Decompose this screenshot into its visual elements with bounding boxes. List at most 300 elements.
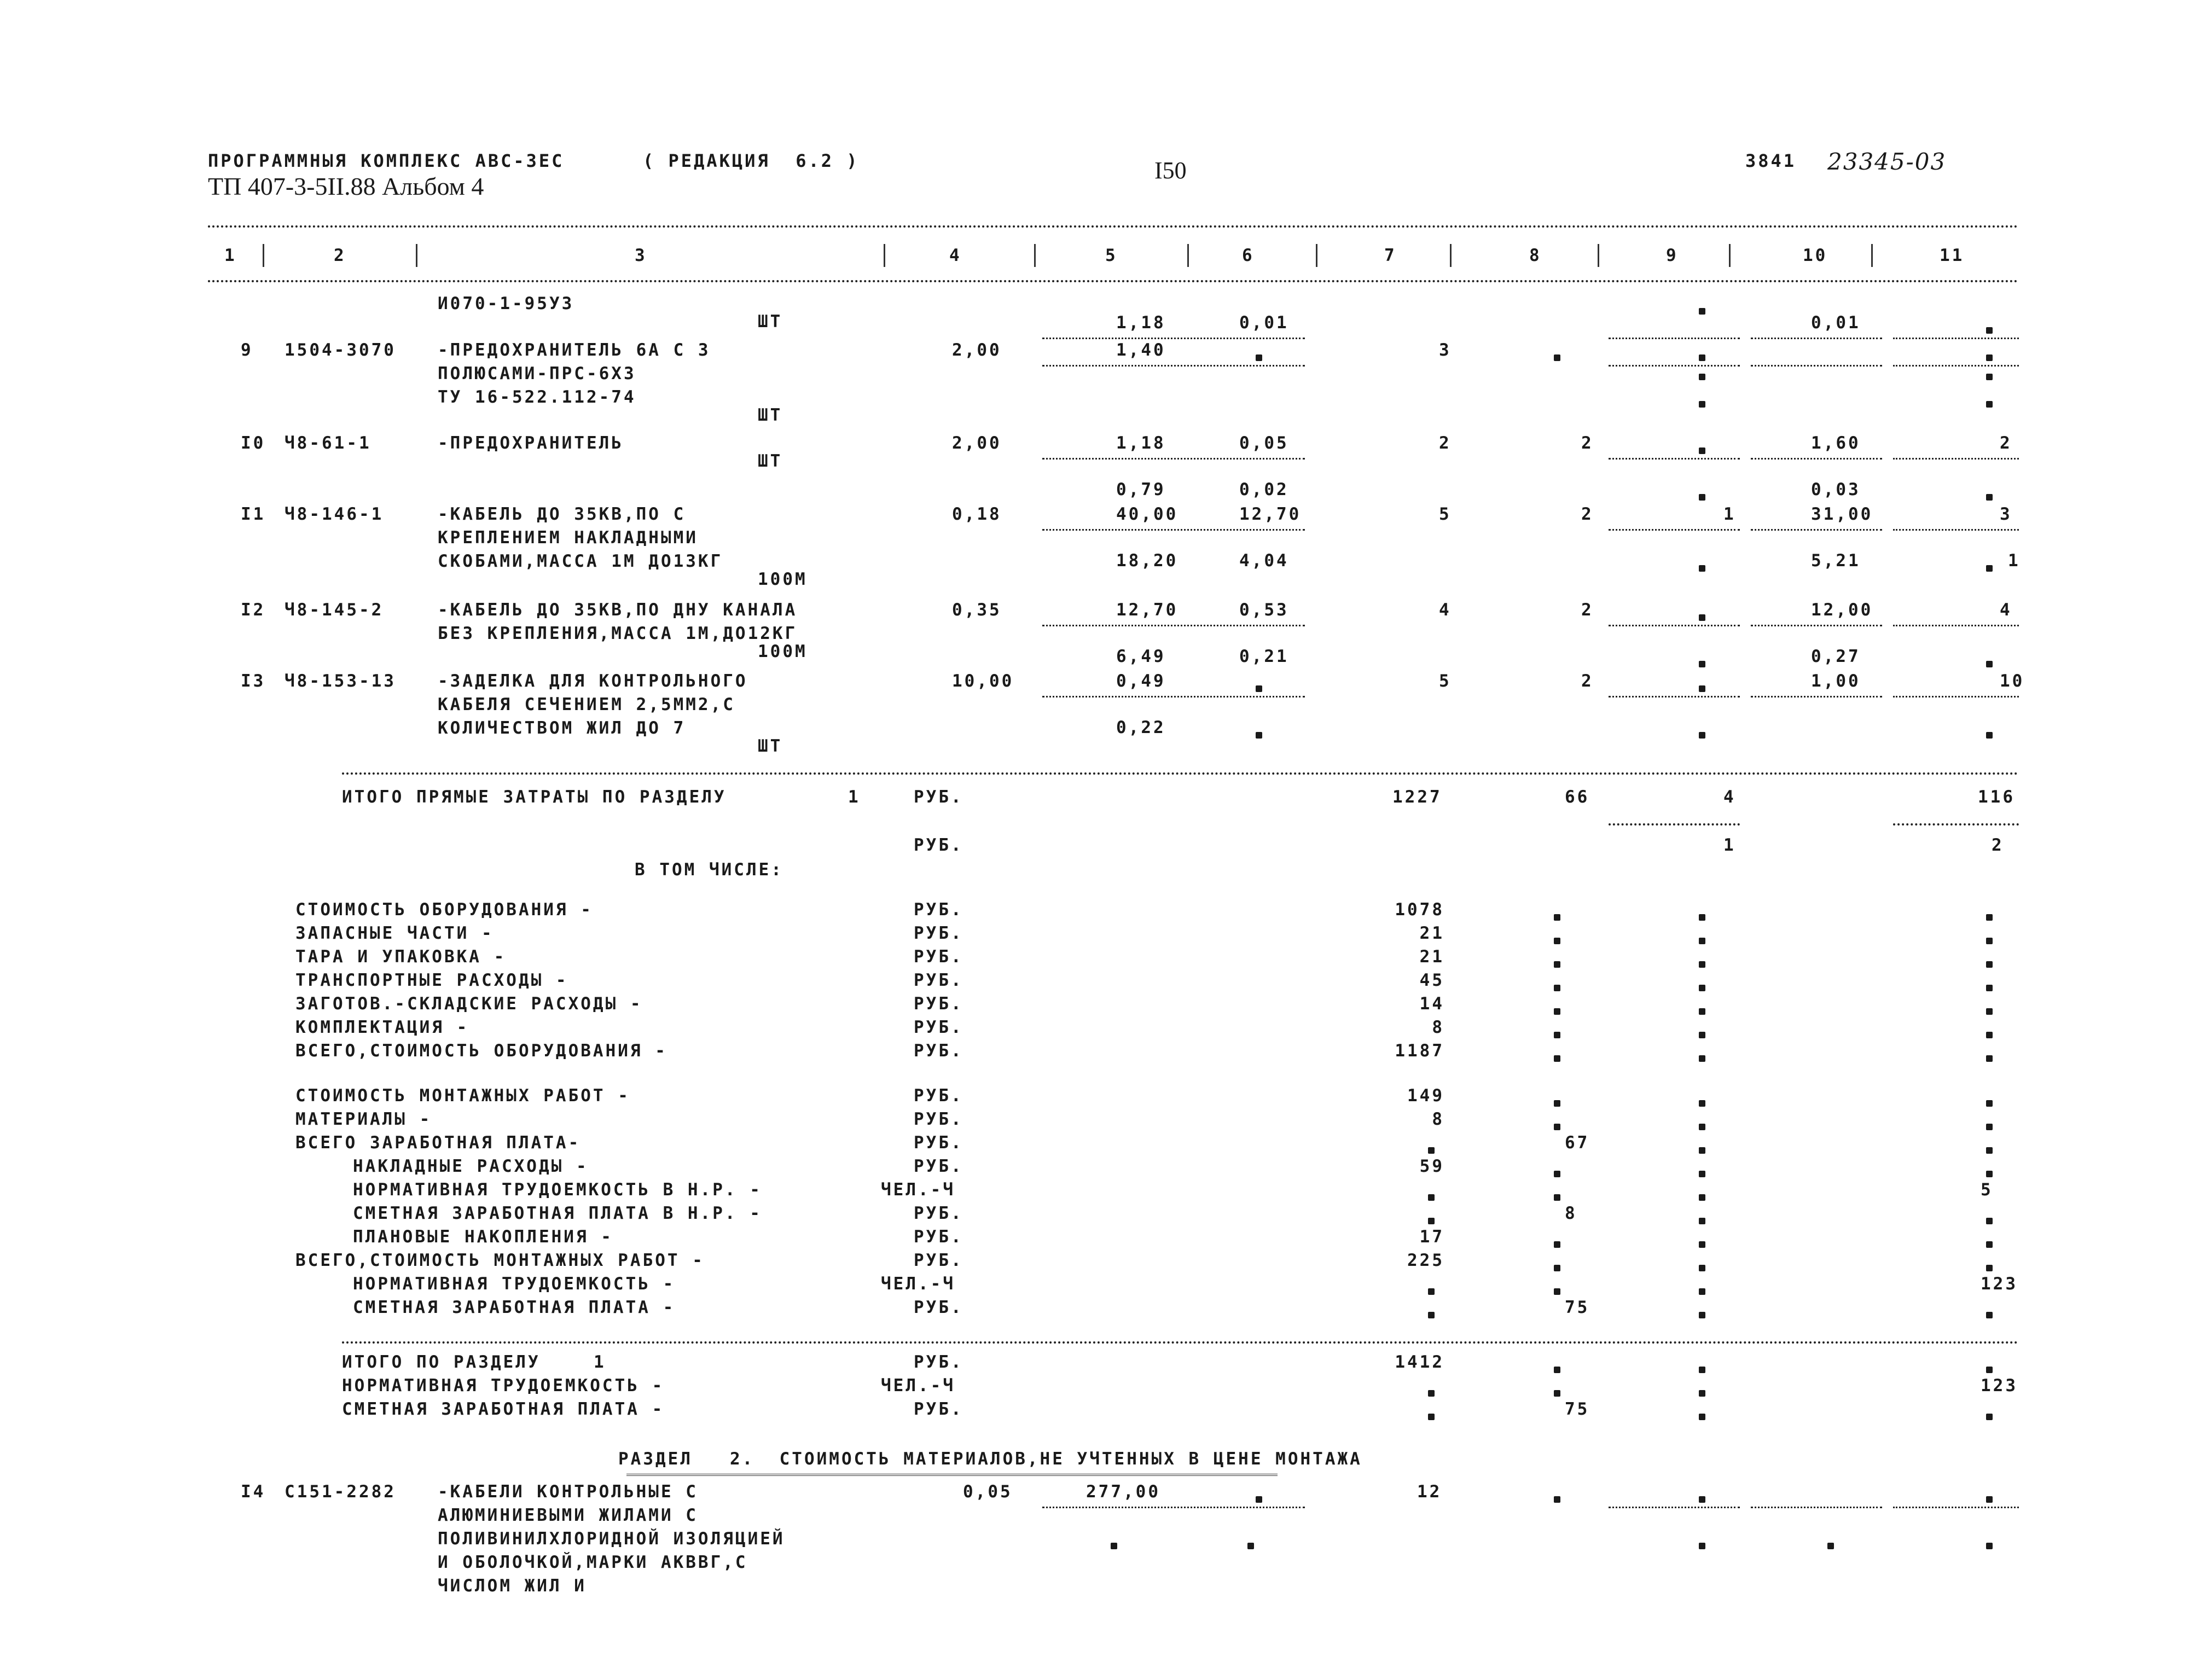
- section-total-c8-dot: [1554, 1359, 1560, 1376]
- montage-label: ПЛАНОВЫЕ НАКОПЛЕНИЯ -: [353, 1227, 613, 1247]
- row-unit: ШТ: [758, 405, 783, 425]
- montage-c11-dot: [1986, 1117, 1993, 1133]
- equipment-value: 8: [1432, 1018, 1444, 1037]
- row-c5: 12,70: [1116, 600, 1179, 620]
- row-c11-dot: [1986, 347, 1993, 364]
- row-code: 1504-3070: [285, 340, 396, 360]
- row-c10-rule: [1751, 338, 1882, 339]
- row-c5: 18,20: [1116, 551, 1179, 571]
- equipment-value: 1078: [1395, 900, 1444, 920]
- row-c11b-dot: [1986, 725, 1993, 742]
- row-c9-rule: [1609, 365, 1740, 367]
- montage-c11: 123: [1981, 1274, 2018, 1294]
- section-total-c8: 75: [1565, 1399, 1590, 1419]
- section-total-c9-dot: [1699, 1383, 1705, 1400]
- row-description: -КАБЕЛИ КОНТРОЛЬНЫЕ С: [438, 1482, 698, 1502]
- equipment-unit: РУБ.: [914, 900, 963, 920]
- row-description: -КАБЕЛЬ ДО 35КВ,ПО ДНУ КАНАЛА: [438, 600, 798, 620]
- equipment-c9-dot: [1699, 931, 1705, 947]
- direct-total-c9b: 1: [1723, 835, 1736, 855]
- equipment-c9-dot: [1699, 954, 1705, 971]
- row-c9: 1: [1723, 504, 1736, 524]
- row-c6-dot: [1256, 725, 1262, 742]
- row-c5: 0,79: [1116, 480, 1166, 499]
- equipment-c11-dot: [1986, 907, 1993, 924]
- montage-c7: 8: [1432, 1109, 1444, 1129]
- equipment-unit: РУБ.: [914, 1018, 963, 1037]
- row-description: -КАБЕЛЬ ДО 35КВ,ПО С: [438, 504, 686, 524]
- montage-label: НАКЛАДНЫЕ РАСХОДЫ -: [353, 1156, 589, 1176]
- row-c10: 1,60: [1811, 433, 1861, 453]
- row-c9b-dot: [1699, 394, 1705, 411]
- equipment-c8-dot: [1554, 907, 1560, 924]
- row-c4: 10,00: [952, 671, 1014, 691]
- montage-c9-dot: [1699, 1187, 1705, 1204]
- montage-c11-dot: [1986, 1093, 1993, 1110]
- row-c4: 2,00: [952, 340, 1002, 360]
- row-c9-dot: [1699, 1489, 1705, 1506]
- row-description: И070-1-95УЗ: [438, 294, 574, 313]
- direct-total-c11: 116: [1978, 787, 2015, 807]
- row-c8: 2: [1581, 671, 1594, 691]
- program-title: ПРОГРАММНЫЯ КОМПЛЕКС АВС-3ЕС: [208, 150, 565, 171]
- column-separator: [416, 244, 417, 267]
- section-2-title: РАЗДЕЛ 2. СТОИМОСТЬ МАТЕРИАЛОВ,НЕ УЧТЕННЫХ В ЦЕНЕ МОНТАЖА: [618, 1449, 1362, 1469]
- row-c4: 0,18: [952, 504, 1002, 524]
- row-c9-rule: [1609, 696, 1740, 697]
- column-separator: [1034, 244, 1036, 267]
- row-description: БЕЗ КРЕПЛЕНИЯ,МАССА 1М,ДО12КГ: [438, 624, 798, 643]
- montage-c8-dot: [1554, 1258, 1560, 1275]
- row-description: КОЛИЧЕСТВОМ ЖИЛ ДО 7: [438, 718, 686, 738]
- montage-c11-dot: [1986, 1211, 1993, 1228]
- row-c7: 12: [1417, 1482, 1442, 1502]
- montage-unit: РУБ.: [914, 1109, 963, 1129]
- row-unit: 100М: [758, 569, 808, 589]
- column-separator: [263, 244, 264, 267]
- equipment-c11-dot: [1986, 931, 1993, 947]
- row-c5: 277,00: [1086, 1482, 1160, 1502]
- equipment-c11-dot: [1986, 1001, 1993, 1018]
- montage-c7-dot: [1428, 1305, 1435, 1322]
- column-header-10: 10: [1803, 246, 1828, 265]
- row-c5: 0,49: [1116, 671, 1166, 691]
- section-total-c11: 123: [1981, 1376, 2018, 1396]
- row-code: Ч8-61-1: [285, 433, 371, 453]
- row-c10-rule: [1751, 1507, 1882, 1508]
- direct-total-label: ИТОГО ПРЯМЫЕ ЗАТРАТЫ ПО РАЗДЕЛУ: [342, 787, 727, 807]
- row-description: -ПРЕДОХРАНИТЕЛЬ: [438, 433, 624, 453]
- montage-c8-dot: [1554, 1117, 1560, 1133]
- column-header-8: 8: [1529, 246, 1542, 265]
- row-code: С151-2282: [285, 1482, 396, 1502]
- montage-c9-dot: [1699, 1117, 1705, 1133]
- row-c5c6-rule: [1042, 458, 1305, 460]
- row-description: -ПРЕДОХРАНИТЕЛЬ 6А С 3: [438, 340, 711, 360]
- row-c11: 2: [2000, 433, 2012, 453]
- equipment-value: 45: [1419, 970, 1444, 990]
- row-c9b-dot: [1699, 1536, 1705, 1553]
- equipment-label: ЗАПАСНЫЕ ЧАСТИ -: [295, 923, 494, 943]
- section-total-c7-dot: [1428, 1406, 1435, 1423]
- column-separator: [1871, 244, 1873, 267]
- montage-unit: ЧЕЛ.-Ч: [881, 1180, 955, 1200]
- montage-c9-dot: [1699, 1211, 1705, 1228]
- row-c5c6-rule: [1042, 365, 1305, 367]
- montage-c8-dot: [1554, 1187, 1560, 1204]
- row-c8: 2: [1581, 504, 1594, 524]
- row-description: ЧИСЛОМ ЖИЛ И: [438, 1576, 587, 1596]
- row-c6-dot: [1256, 1489, 1262, 1506]
- section-total-c8-dot: [1554, 1383, 1560, 1400]
- row-c9-rule: [1609, 529, 1740, 531]
- equipment-c9-dot: [1699, 978, 1705, 995]
- section-total-c11-dot: [1986, 1359, 1993, 1376]
- row-c7: 5: [1439, 671, 1452, 691]
- montage-label: СТОИМОСТЬ МОНТАЖНЫХ РАБОТ -: [295, 1086, 630, 1106]
- row-c10: 12,00: [1811, 600, 1873, 620]
- section-total-label: СМЕТНАЯ ЗАРАБОТНАЯ ПЛАТА -: [342, 1399, 665, 1419]
- equipment-label: СТОИМОСТЬ ОБОРУДОВАНИЯ -: [295, 900, 593, 920]
- row-c4: 0,35: [952, 600, 1002, 620]
- column-header-6: 6: [1242, 246, 1255, 265]
- montage-unit: РУБ.: [914, 1227, 963, 1247]
- row-c11-rule: [1893, 696, 2019, 697]
- montage-label: СМЕТНАЯ ЗАРАБОТНАЯ ПЛАТА -: [353, 1298, 676, 1317]
- equipment-unit: РУБ.: [914, 923, 963, 943]
- row-c6-dot: [1256, 678, 1262, 695]
- montage-c8: 75: [1565, 1298, 1590, 1317]
- montage-c7-dot: [1428, 1281, 1435, 1298]
- row-c6: 0,53: [1239, 600, 1289, 620]
- row-code: Ч8-146-1: [285, 504, 384, 524]
- montage-c9-dot: [1699, 1093, 1705, 1110]
- row-c10: 0,01: [1811, 313, 1861, 333]
- document-code: 3841: [1745, 150, 1797, 171]
- montage-label: СМЕТНАЯ ЗАРАБОТНАЯ ПЛАТА В Н.Р. -: [353, 1204, 762, 1223]
- section-rule: [342, 772, 2019, 775]
- edition-label: ( РЕДАКЦИЯ 6.2 ): [643, 150, 860, 171]
- equipment-c11-dot: [1986, 1048, 1993, 1065]
- column-header-11: 11: [1940, 246, 1965, 265]
- direct-total-unit-2: РУБ.: [914, 835, 963, 855]
- montage-c9-dot: [1699, 1281, 1705, 1298]
- row-number: I0: [241, 433, 266, 453]
- row-c11-dot: [1986, 320, 1993, 337]
- row-description: КАБЕЛЯ СЕЧЕНИЕМ 2,5ММ2,С: [438, 695, 735, 714]
- montage-label: ВСЕГО,СТОИМОСТЬ МОНТАЖНЫХ РАБОТ -: [295, 1251, 705, 1270]
- section-2-underline: [626, 1474, 1278, 1476]
- montage-c11-dot: [1986, 1258, 1993, 1275]
- equipment-label: ВСЕГО,СТОИМОСТЬ ОБОРУДОВАНИЯ -: [295, 1041, 667, 1061]
- row-c8: 2: [1581, 433, 1594, 453]
- section-total-unit: РУБ.: [914, 1352, 963, 1372]
- row-c10b: 0,27: [1811, 647, 1861, 666]
- row-c11: 3: [2000, 504, 2012, 524]
- row-c4: 2,00: [952, 433, 1002, 453]
- row-description: ПОЛИВИНИЛХЛОРИДНОЙ ИЗОЛЯЦИЕЙ: [438, 1529, 785, 1549]
- row-c9-dot: [1699, 301, 1705, 318]
- row-c6-dot: [1256, 347, 1262, 364]
- equipment-c8-dot: [1554, 1048, 1560, 1065]
- section-total-c7-dot: [1428, 1383, 1435, 1400]
- montage-c11-dot: [1986, 1140, 1993, 1157]
- montage-label: НОРМАТИВНАЯ ТРУДОЕМКОСТЬ В Н.Р. -: [353, 1180, 762, 1200]
- direct-total-c8: 66: [1565, 787, 1590, 807]
- row-number: 9: [241, 340, 253, 360]
- equipment-unit: РУБ.: [914, 947, 963, 967]
- row-c9-dot: [1699, 440, 1705, 457]
- montage-c8-dot: [1554, 1164, 1560, 1181]
- section-total-label: ИТОГО ПО РАЗДЕЛУ: [342, 1352, 541, 1372]
- row-c11b-dot: [1986, 487, 1993, 504]
- row-c5: 1,40: [1116, 340, 1166, 360]
- column-header-3: 3: [635, 246, 647, 265]
- row-c8-dot: [1554, 1489, 1560, 1506]
- section-total-c7: 1412: [1395, 1352, 1444, 1372]
- equipment-unit: РУБ.: [914, 994, 963, 1014]
- montage-c7: 59: [1419, 1156, 1444, 1176]
- row-c5c6-rule: [1042, 529, 1305, 531]
- montage-label: НОРМАТИВНАЯ ТРУДОЕМКОСТЬ -: [353, 1274, 676, 1294]
- direct-total-c11b: 2: [1992, 835, 2004, 855]
- montage-unit: РУБ.: [914, 1133, 963, 1153]
- column-header-5: 5: [1105, 246, 1118, 265]
- row-description: КРЕПЛЕНИЕМ НАКЛАДНЫМИ: [438, 528, 698, 548]
- row-c10-rule: [1751, 529, 1882, 531]
- equipment-c8-dot: [1554, 1001, 1560, 1018]
- row-c10-rule: [1751, 458, 1882, 460]
- row-c9-rule: [1609, 338, 1740, 339]
- row-unit: ШТ: [758, 736, 783, 756]
- equipment-c8-dot: [1554, 931, 1560, 947]
- column-separator: [1316, 244, 1317, 267]
- row-c5c6-rule: [1042, 1507, 1305, 1508]
- montage-unit: ЧЕЛ.-Ч: [881, 1274, 955, 1294]
- row-description: ПОЛЮСАМИ-ПРС-6Х3: [438, 364, 636, 383]
- montage-c11-dot: [1986, 1234, 1993, 1251]
- row-c9-rule: [1609, 458, 1740, 460]
- section-total-c9-dot: [1699, 1406, 1705, 1423]
- montage-unit: РУБ.: [914, 1251, 963, 1270]
- row-c10b-dot: [1827, 1536, 1834, 1553]
- column-separator: [1729, 244, 1731, 267]
- equipment-label: ТАРА И УПАКОВКА -: [295, 947, 507, 967]
- row-c7: 5: [1439, 504, 1452, 524]
- row-c9b-dot: [1699, 487, 1705, 504]
- row-c9-rule: [1609, 1507, 1740, 1508]
- equipment-c9-dot: [1699, 1025, 1705, 1042]
- equipment-value: 21: [1419, 947, 1444, 967]
- column-header-4: 4: [949, 246, 962, 265]
- montage-c9-dot: [1699, 1234, 1705, 1251]
- row-c10b: 5,21: [1811, 551, 1861, 571]
- row-description: ТУ 16-522.112-74: [438, 387, 636, 407]
- montage-c9-dot: [1699, 1140, 1705, 1157]
- equipment-c9-dot: [1699, 1001, 1705, 1018]
- direct-total-c11-rule: [1893, 823, 2019, 826]
- row-number: I1: [241, 504, 266, 524]
- row-c5b-dot: [1111, 1536, 1117, 1553]
- montage-c7-dot: [1428, 1211, 1435, 1228]
- column-header-7: 7: [1384, 246, 1397, 265]
- section-total-unit: РУБ.: [914, 1399, 963, 1419]
- column-separator: [1450, 244, 1452, 267]
- page-number: I50: [1154, 157, 1187, 184]
- row-c7: 4: [1439, 600, 1452, 620]
- row-c11-rule: [1893, 625, 2019, 626]
- section-total-c11-dot: [1986, 1406, 1993, 1423]
- montage-c11: 5: [1981, 1180, 1993, 1200]
- montage-c11-dot: [1986, 1164, 1993, 1181]
- montage-c7-dot: [1428, 1187, 1435, 1204]
- montage-c9-dot: [1699, 1258, 1705, 1275]
- row-c10-rule: [1751, 625, 1882, 626]
- row-c8-dot: [1554, 347, 1560, 364]
- montage-c7: 225: [1407, 1251, 1444, 1270]
- row-c10-rule: [1751, 696, 1882, 697]
- montage-c7-dot: [1428, 1140, 1435, 1157]
- row-c8: 2: [1581, 600, 1594, 620]
- row-c6: 12,70: [1239, 504, 1302, 524]
- montage-unit: РУБ.: [914, 1086, 963, 1106]
- equipment-unit: РУБ.: [914, 1041, 963, 1061]
- montage-c9-dot: [1699, 1305, 1705, 1322]
- row-number: I3: [241, 671, 266, 691]
- column-header-9: 9: [1666, 246, 1679, 265]
- row-c11: 4: [2000, 600, 2012, 620]
- row-c9-dot: [1699, 347, 1705, 364]
- row-c11-rule: [1893, 458, 2019, 460]
- section-total-label: НОРМАТИВНАЯ ТРУДОЕМКОСТЬ -: [342, 1376, 665, 1396]
- row-c11-rule: [1893, 1507, 2019, 1508]
- section-total-rule: [342, 1341, 2019, 1344]
- row-c11-rule: [1893, 529, 2019, 531]
- equipment-c11-dot: [1986, 978, 1993, 995]
- row-c10-rule: [1751, 365, 1882, 367]
- row-c11-rule: [1893, 338, 2019, 339]
- direct-total-c7: 1227: [1392, 787, 1442, 807]
- equipment-unit: РУБ.: [914, 970, 963, 990]
- equipment-c8-dot: [1554, 954, 1560, 971]
- montage-c8: 67: [1565, 1133, 1590, 1153]
- row-c11-rule: [1893, 365, 2019, 367]
- equipment-label: КОМПЛЕКТАЦИЯ -: [295, 1018, 469, 1037]
- row-description: -ЗАДЕЛКА ДЛЯ КОНТРОЛЬНОГО: [438, 671, 748, 691]
- equipment-c9-dot: [1699, 907, 1705, 924]
- row-c9b-dot: [1699, 654, 1705, 671]
- direct-total-c9-rule: [1609, 823, 1740, 826]
- equipment-value: 1187: [1395, 1041, 1444, 1061]
- montage-c7: 149: [1407, 1086, 1444, 1106]
- equipment-label: ТРАНСПОРТНЫЕ РАСХОДЫ -: [295, 970, 568, 990]
- equipment-c9-dot: [1699, 1048, 1705, 1065]
- row-code: Ч8-153-13: [285, 671, 396, 691]
- album-title: ТП 407-3-5II.88 Альбом 4: [208, 172, 484, 200]
- top-rule: [208, 225, 2019, 228]
- row-c11b-dot: [1986, 1536, 1993, 1553]
- row-c5: 40,00: [1116, 504, 1179, 524]
- row-c4: 0,05: [963, 1482, 1013, 1502]
- row-unit: 100М: [758, 642, 808, 661]
- section-total-unit: ЧЕЛ.-Ч: [881, 1376, 955, 1396]
- montage-c8-dot: [1554, 1234, 1560, 1251]
- row-number: I2: [241, 600, 266, 620]
- row-c11b-dot: [1986, 654, 1993, 671]
- row-c11: 10: [2000, 671, 2025, 691]
- equipment-c11-dot: [1986, 954, 1993, 971]
- equipment-c8-dot: [1554, 1025, 1560, 1042]
- row-c6: 0,02: [1239, 480, 1289, 499]
- row-c9b-dot: [1699, 725, 1705, 742]
- direct-total-unit: РУБ.: [914, 787, 963, 807]
- row-c11b: 1: [2008, 551, 2021, 571]
- row-c7: 2: [1439, 433, 1452, 453]
- row-c9-rule: [1609, 625, 1740, 626]
- row-description: И ОБОЛОЧКОЙ,МАРКИ АКВВГ,С: [438, 1553, 748, 1572]
- row-c6: 4,04: [1239, 551, 1289, 571]
- row-c9b-dot: [1699, 558, 1705, 575]
- section-total-number: 1: [594, 1352, 606, 1372]
- row-c11-dot: [1986, 1489, 1993, 1506]
- row-c5: 0,22: [1116, 718, 1166, 737]
- column-header-1: 1: [224, 246, 237, 265]
- row-c11b-dot: [1986, 558, 1993, 575]
- montage-c7: 17: [1419, 1227, 1444, 1247]
- row-c11b-dot: [1986, 367, 1993, 383]
- column-separator: [1598, 244, 1599, 267]
- handwritten-id: 23345-03: [1827, 148, 1947, 175]
- header-bottom-rule: [208, 280, 2019, 282]
- equipment-c11-dot: [1986, 1025, 1993, 1042]
- row-description: АЛЮМИНИЕВЫМИ ЖИЛАМИ С: [438, 1505, 698, 1525]
- row-unit: ШТ: [758, 312, 783, 332]
- row-unit: ШТ: [758, 451, 783, 471]
- section-total-c9-dot: [1699, 1359, 1705, 1376]
- column-header-2: 2: [334, 246, 346, 265]
- row-c11b-dot: [1986, 394, 1993, 411]
- column-separator: [1187, 244, 1189, 267]
- montage-unit: РУБ.: [914, 1298, 963, 1317]
- equipment-value: 21: [1419, 923, 1444, 943]
- row-code: Ч8-145-2: [285, 600, 384, 620]
- row-c5: 1,18: [1116, 313, 1166, 333]
- montage-c8-dot: [1554, 1093, 1560, 1110]
- row-number: I4: [241, 1482, 266, 1502]
- equipment-label: ЗАГОТОВ.-СКЛАДСКИЕ РАСХОДЫ -: [295, 994, 643, 1014]
- montage-unit: РУБ.: [914, 1156, 963, 1176]
- equipment-value: 14: [1419, 994, 1444, 1014]
- row-c9-dot: [1699, 678, 1705, 695]
- row-c7: 3: [1439, 340, 1452, 360]
- row-c9b-dot: [1699, 367, 1705, 383]
- montage-c8: 8: [1565, 1204, 1577, 1223]
- montage-c9-dot: [1699, 1164, 1705, 1181]
- row-c6: 0,01: [1239, 313, 1289, 333]
- montage-label: МАТЕРИАЛЫ -: [295, 1109, 432, 1129]
- row-c5: 1,18: [1116, 433, 1166, 453]
- row-c5c6-rule: [1042, 696, 1305, 697]
- row-c9-dot: [1699, 607, 1705, 624]
- direct-total-section: 1: [848, 787, 861, 807]
- montage-c8-dot: [1554, 1281, 1560, 1298]
- row-description: СКОБАМИ,МАССА 1М ДО13КГ: [438, 551, 723, 571]
- equipment-c8-dot: [1554, 978, 1560, 995]
- row-c6: 0,21: [1239, 647, 1289, 666]
- row-c5c6-rule: [1042, 625, 1305, 626]
- row-c10b: 0,03: [1811, 480, 1861, 499]
- direct-total-c9: 4: [1723, 787, 1736, 807]
